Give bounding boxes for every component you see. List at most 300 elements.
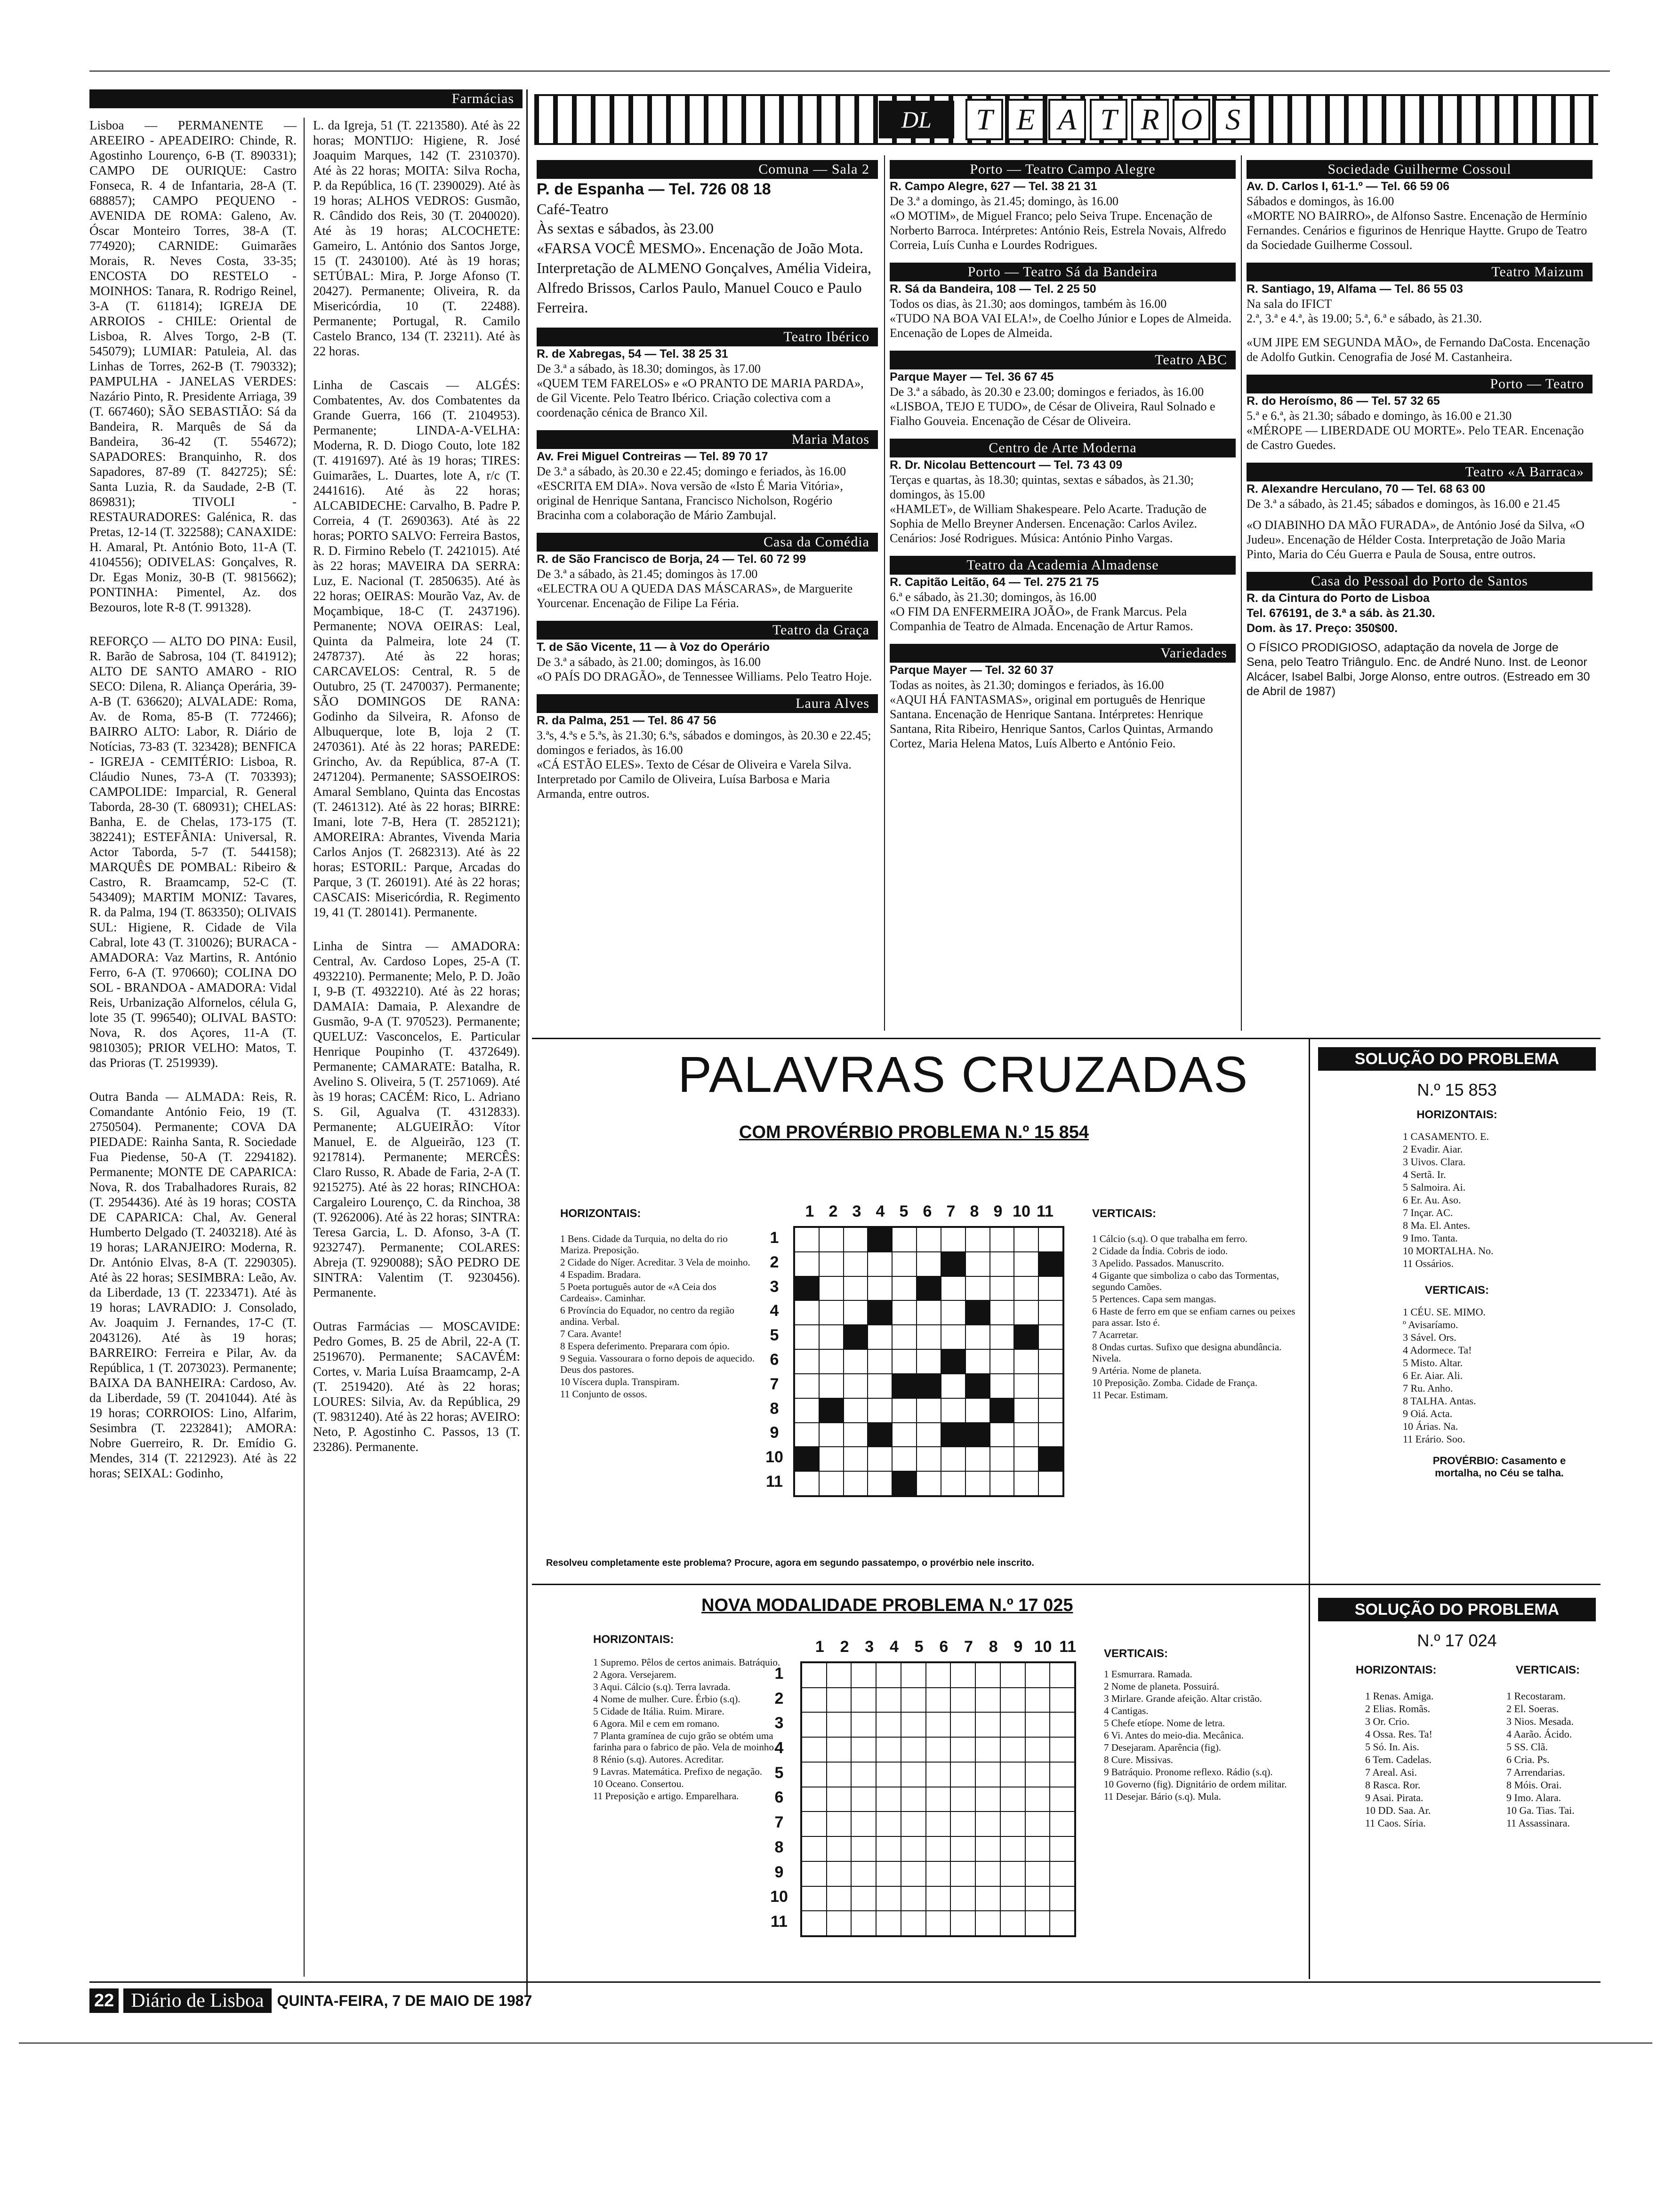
grid-cell[interactable] xyxy=(819,1423,844,1447)
grid-cell[interactable] xyxy=(950,1787,975,1812)
grid-cell[interactable] xyxy=(1025,1886,1050,1911)
theatre-show: «O MOTIM», de Miguel Franco; pelo Seiva Trupe. Encenação de Norberto Barroca. Intérpretes: António Reis, Estrela Novais, Alfredo Correia, Luís Cunha e Lourdes Rodrigues. xyxy=(890,209,1226,252)
grid-cell[interactable] xyxy=(990,1374,1014,1398)
grid-cell[interactable] xyxy=(1014,1374,1038,1398)
grid-cell[interactable] xyxy=(950,1712,975,1737)
grid-cell[interactable] xyxy=(950,1861,975,1886)
grid-cell[interactable] xyxy=(868,1252,892,1276)
solution-item: 6 Tem. Cadelas. xyxy=(1365,1754,1432,1765)
grid-cell[interactable] xyxy=(876,1663,901,1688)
grid-cell[interactable] xyxy=(868,1276,892,1301)
grid-cell[interactable] xyxy=(1014,1398,1038,1423)
grid-cell[interactable] xyxy=(926,1836,951,1861)
grid-cell[interactable] xyxy=(1050,1762,1075,1787)
grid-row-number: 11 xyxy=(771,1912,788,1931)
theatre-pessoal xyxy=(1247,572,1593,699)
grid-cell[interactable] xyxy=(1050,1787,1075,1812)
grid-cell[interactable] xyxy=(1038,1276,1063,1301)
theatre-show: «ESCRITA EM DIA». Nova versão de «Isto É Maria Vitória», original de Henrique Santana, Francisco Nicholson, Rogério Bracinha com a colaboração de Mário Zambujal. xyxy=(537,479,843,522)
theatre-header: Sociedade Guilherme Cossoul xyxy=(1247,160,1593,179)
grid-cell[interactable] xyxy=(802,1712,827,1737)
grid-cell[interactable] xyxy=(1038,1349,1063,1374)
grid-cell[interactable] xyxy=(802,1688,827,1713)
verticais-clues xyxy=(1104,1668,1302,1803)
grid-cell[interactable] xyxy=(795,1398,819,1423)
grid-cell[interactable] xyxy=(975,1737,1000,1762)
grid-cell[interactable] xyxy=(975,1836,1000,1861)
grid-cell[interactable] xyxy=(827,1811,852,1836)
grid-cell[interactable] xyxy=(844,1300,868,1325)
grid-cell[interactable] xyxy=(819,1447,844,1471)
grid-cell[interactable] xyxy=(901,1688,926,1713)
grid-cell[interactable] xyxy=(827,1911,852,1936)
grid-cell[interactable] xyxy=(851,1811,876,1836)
grid-cell[interactable] xyxy=(851,1886,876,1911)
grid-cell[interactable] xyxy=(844,1349,868,1374)
grid-cell[interactable] xyxy=(1050,1663,1075,1688)
grid-cell[interactable] xyxy=(901,1886,926,1911)
grid-cell[interactable] xyxy=(827,1688,852,1713)
solution-item: 3 Nios. Mesada. xyxy=(1506,1715,1574,1727)
grid-cell[interactable] xyxy=(1050,1688,1075,1713)
grid-cell[interactable] xyxy=(819,1349,844,1374)
grid-cell[interactable] xyxy=(802,1737,827,1762)
grid-cell[interactable] xyxy=(1038,1398,1063,1423)
grid-cell[interactable] xyxy=(901,1861,926,1886)
grid-cell[interactable] xyxy=(901,1737,926,1762)
clue-item: 10 Víscera dupla. Transpiram. xyxy=(560,1376,680,1387)
grid-cell[interactable] xyxy=(1025,1712,1050,1737)
grid-column-number: 3 xyxy=(865,1638,874,1656)
grid-cell[interactable] xyxy=(901,1811,926,1836)
grid-cell[interactable] xyxy=(950,1688,975,1713)
grid-cell[interactable] xyxy=(941,1325,965,1349)
grid-cell[interactable] xyxy=(819,1325,844,1349)
grid-cell[interactable] xyxy=(868,1398,892,1423)
grid-cell xyxy=(941,1423,965,1447)
grid-cell[interactable] xyxy=(917,1325,941,1349)
theatre-show: «TUDO NA BOA VAI ELA!», de Coelho Júnior e Lopes de Almeida. Encenação de Lopes de Almeida. xyxy=(890,312,1232,340)
grid-cell[interactable] xyxy=(926,1911,951,1936)
grid-cell[interactable] xyxy=(1050,1737,1075,1762)
grid-cell[interactable] xyxy=(892,1447,917,1471)
grid-cell[interactable] xyxy=(868,1349,892,1374)
grid-cell[interactable] xyxy=(917,1447,941,1471)
grid-cell[interactable] xyxy=(1000,1836,1025,1861)
solution-item: 2 El. Soeras. xyxy=(1506,1703,1559,1715)
crossword-top-rule xyxy=(532,1038,1601,1039)
solution-item: º Avisaríamo. xyxy=(1403,1319,1458,1330)
grid-cell[interactable] xyxy=(941,1300,965,1325)
grid-cell[interactable] xyxy=(1025,1836,1050,1861)
grid-cell[interactable] xyxy=(917,1471,941,1496)
grid-cell[interactable] xyxy=(917,1349,941,1374)
grid-cell[interactable] xyxy=(901,1663,926,1688)
theatre-show: «MORTE NO BAIRRO», de Alfonso Sastre. Encenação de Hermínio Fernandes. Cenários e figurinos de Henrique Haytte. Grupo de Teatro da Sociedade Guilherme Cossoul. xyxy=(1247,209,1587,252)
grid-cell[interactable] xyxy=(975,1762,1000,1787)
grid-cell[interactable] xyxy=(926,1762,951,1787)
grid-cell[interactable] xyxy=(851,1762,876,1787)
grid-cell[interactable] xyxy=(1000,1688,1025,1713)
grid-cell[interactable] xyxy=(1000,1811,1025,1836)
clue-item: 1 Esmurrara. Ramada. xyxy=(1104,1668,1192,1680)
solution-verticais-label: VERTICAIS: xyxy=(1516,1664,1580,1676)
grid-cell[interactable] xyxy=(819,1227,844,1252)
grid-cell[interactable] xyxy=(892,1398,917,1423)
grid-cell[interactable] xyxy=(941,1447,965,1471)
grid-cell[interactable] xyxy=(917,1423,941,1447)
grid-cell[interactable] xyxy=(941,1227,965,1252)
theatre-schedule: Sábados e domingos, às 16.00 xyxy=(1247,194,1394,208)
grid-cell[interactable] xyxy=(1038,1227,1063,1252)
grid-cell[interactable] xyxy=(868,1471,892,1496)
grid-cell[interactable] xyxy=(1014,1447,1038,1471)
grid-cell[interactable] xyxy=(1014,1227,1038,1252)
grid-cell[interactable] xyxy=(795,1227,819,1252)
grid-cell[interactable] xyxy=(795,1423,819,1447)
grid-row-number: 3 xyxy=(770,1277,779,1296)
grid-cell[interactable] xyxy=(802,1811,827,1836)
grid-cell[interactable] xyxy=(876,1836,901,1861)
grid-cell[interactable] xyxy=(876,1886,901,1911)
grid-cell[interactable] xyxy=(965,1252,990,1276)
grid-cell[interactable] xyxy=(975,1811,1000,1836)
theatre-show: «QUEM TEM FARELOS» e «O PRANTO DE MARIA PARDA», de Gil Vicente. Pelo Teatro Ibérico. Criação colectiva com a coordenação cénica de Branco Xil. xyxy=(537,377,864,419)
grid-row-number: 5 xyxy=(770,1326,779,1345)
grid-cell[interactable] xyxy=(827,1663,852,1688)
theatre-schedule: De 3.ª a sábado, às 20.30 e 23.00; domingos e feriados, às 16.00 xyxy=(890,385,1204,399)
grid-cell[interactable] xyxy=(819,1276,844,1301)
grid-cell[interactable] xyxy=(844,1276,868,1301)
grid-cell[interactable] xyxy=(876,1688,901,1713)
grid-cell[interactable] xyxy=(1038,1471,1063,1496)
grid-cell[interactable] xyxy=(795,1325,819,1349)
grid-cell[interactable] xyxy=(941,1276,965,1301)
grid-cell[interactable] xyxy=(851,1787,876,1812)
grid-cell[interactable] xyxy=(941,1471,965,1496)
grid-cell[interactable] xyxy=(1038,1423,1063,1447)
grid-cell[interactable] xyxy=(1014,1300,1038,1325)
grid-cell[interactable] xyxy=(1050,1836,1075,1861)
grid-cell[interactable] xyxy=(795,1471,819,1496)
grid-cell[interactable] xyxy=(851,1911,876,1936)
grid-cell[interactable] xyxy=(868,1447,892,1471)
clue-item: 9 Seguia. Vassourara o forno depois de aquecido. Deus dos pastores. xyxy=(560,1353,755,1375)
grid-cell[interactable] xyxy=(926,1861,951,1886)
theatre-porto-teatro xyxy=(1247,375,1593,452)
grid-cell[interactable] xyxy=(1000,1663,1025,1688)
grid-cell[interactable] xyxy=(844,1374,868,1398)
grid-cell[interactable] xyxy=(975,1911,1000,1936)
farmacias-header: Farmácias xyxy=(89,89,523,108)
theatre-schedule: De 3.ª a sábado, às 20.30 e 22.45; domingo e feriados, às 16.00 xyxy=(537,465,846,478)
grid-cell[interactable] xyxy=(1000,1886,1025,1911)
clue-item: 11 Pecar. Estimam. xyxy=(1092,1389,1168,1401)
grid-cell[interactable] xyxy=(851,1712,876,1737)
grid-cell[interactable] xyxy=(1025,1911,1050,1936)
theatre-header: Teatro da Graça xyxy=(537,621,878,640)
grid-cell[interactable] xyxy=(844,1447,868,1471)
grid-cell[interactable] xyxy=(1038,1374,1063,1398)
grid-cell[interactable] xyxy=(876,1762,901,1787)
grid-cell[interactable] xyxy=(1000,1762,1025,1787)
crossword-footer-note: Resolveu completamente este problema? Procure, agora em segundo passatempo, o provérbio nele inscrito. xyxy=(546,1558,1034,1568)
grid-cell[interactable] xyxy=(1000,1712,1025,1737)
grid-cell[interactable] xyxy=(844,1227,868,1252)
grid-cell[interactable] xyxy=(819,1252,844,1276)
grid-cell[interactable] xyxy=(926,1811,951,1836)
grid-cell[interactable] xyxy=(892,1423,917,1447)
grid-cell[interactable] xyxy=(802,1911,827,1936)
grid-cell[interactable] xyxy=(917,1227,941,1252)
grid-cell[interactable] xyxy=(802,1861,827,1886)
grid-column-number: 2 xyxy=(828,1202,838,1220)
theatre-schedule: De 3.ª a domingo, às 21.45; domingo, às 16.00 xyxy=(890,194,1118,208)
grid-cell[interactable] xyxy=(827,1712,852,1737)
grid-cell[interactable] xyxy=(876,1712,901,1737)
grid-cell[interactable] xyxy=(990,1300,1014,1325)
grid-cell[interactable] xyxy=(917,1398,941,1423)
grid-cell[interactable] xyxy=(795,1252,819,1276)
grid-cell[interactable] xyxy=(1025,1762,1050,1787)
grid-cell[interactable] xyxy=(950,1836,975,1861)
grid-cell[interactable] xyxy=(844,1398,868,1423)
nova-grid[interactable] xyxy=(800,1661,1076,1937)
grid-cell[interactable] xyxy=(950,1886,975,1911)
grid-cell[interactable] xyxy=(892,1252,917,1276)
clue-item: 9 Lavras. Matemática. Prefixo de negação. xyxy=(593,1766,763,1777)
grid-cell[interactable] xyxy=(965,1398,990,1423)
page-footer xyxy=(89,1988,532,2013)
grid-cell[interactable] xyxy=(901,1911,926,1936)
grid-cell[interactable] xyxy=(876,1811,901,1836)
grid-cell[interactable] xyxy=(802,1836,827,1861)
grid-column-number: 6 xyxy=(939,1638,949,1656)
grid-cell[interactable] xyxy=(975,1787,1000,1812)
grid-cell[interactable] xyxy=(965,1325,990,1349)
grid-cell[interactable] xyxy=(990,1325,1014,1349)
grid-cell[interactable] xyxy=(1025,1787,1050,1812)
grid-cell[interactable] xyxy=(819,1374,844,1398)
grid-cell[interactable] xyxy=(1025,1861,1050,1886)
grid-cell[interactable] xyxy=(901,1762,926,1787)
crossword-grid[interactable] xyxy=(793,1226,1064,1497)
grid-cell xyxy=(965,1423,990,1447)
grid-cell[interactable] xyxy=(990,1471,1014,1496)
grid-cell[interactable] xyxy=(1038,1325,1063,1349)
grid-cell[interactable] xyxy=(1050,1712,1075,1737)
grid-cell[interactable] xyxy=(901,1787,926,1812)
grid-cell[interactable] xyxy=(975,1663,1000,1688)
grid-cell[interactable] xyxy=(975,1886,1000,1911)
grid-row-number: 2 xyxy=(770,1253,779,1271)
theatre-schedule: Terças e quartas, às 18.30; quintas, sextas e sábados, às 21.30; domingos, às 15.00 xyxy=(890,473,1194,501)
grid-cell[interactable] xyxy=(876,1911,901,1936)
grid-cell[interactable] xyxy=(917,1252,941,1276)
grid-cell[interactable] xyxy=(1014,1252,1038,1276)
grid-cell[interactable] xyxy=(1000,1911,1025,1936)
grid-cell[interactable] xyxy=(1014,1471,1038,1496)
grid-cell[interactable] xyxy=(965,1227,990,1252)
grid-cell[interactable] xyxy=(926,1712,951,1737)
grid-cell[interactable] xyxy=(1025,1737,1050,1762)
grid-cell[interactable] xyxy=(950,1911,975,1936)
theatre-header: Casa do Pessoal do Porto de Santos xyxy=(1247,572,1593,591)
grid-cell[interactable] xyxy=(990,1227,1014,1252)
grid-cell[interactable] xyxy=(802,1787,827,1812)
grid-cell[interactable] xyxy=(950,1762,975,1787)
grid-cell xyxy=(844,1325,868,1349)
grid-cell[interactable] xyxy=(975,1712,1000,1737)
grid-cell[interactable] xyxy=(950,1737,975,1762)
grid-cell[interactable] xyxy=(876,1737,901,1762)
grid-cell[interactable] xyxy=(1025,1663,1050,1688)
theatre-header: Teatro ABC xyxy=(890,351,1236,369)
clue-item: 1 Supremo. Pêlos de certos animais. Batráquio. xyxy=(593,1657,780,1668)
farmacias-cascais: Linha de Cascais — ALGÉS: Combatentes, Av. dos Combatentes da Grande Guerra, 166 (T. 2104953). Permanente; LINDA-A-VELHA: Moderna, R. D. Diogo Couto, lote 182 (T. 4191697). Até às 19 horas; TIRES: Guimarães, L. Duartes, lote A, r/c (T. 2441616). Até às 22 horas; ALCABIDECHE: Carvalho, B. Padre P. Correia, 4 (T. 2690363). Até às 22 horas; PORTO SALVO: Ferreira Bastos, R. D. Firmino Rebelo (T. 2421015). Até às 22 horas; MAVEIRA DA SERRA: Luz, E. Nacional (T. 2850635). Até às 22 horas; OEIRAS: Mourão Vaz, Av. de Moçambique, 18-C (T. 2437196). Permanente; NOVA OEIRAS: Leal, Quinta da Palmeira, lote 24 (T. 2478737). Até às 22 horas; CARCAVELOS: Central, R. 5 de Outubro, 25 (T. 2470037). Permanente; SÃO DOMINGOS DE RANA: Godinho da Silveira, R. Afonso de Albuquerque, lote B, loja 2 (T. 2470361). Até às 22 horas; PAREDE: Grincho, Av. da República, 87-A (T. 2471204). Permanente; SASSOEIROS: Amaral Semblano, Quinta das Encostas (T. 2461312). Até às 22 horas; BIRRE: Imani, lote 7-B, Hera (T. 2852121); AMOREIRA: Abrantes, Vivenda Maria Carlos Anjos (T. 2682313). Até às 22 horas; ESTORIL: Parque, Arcadas do Parque, 3 (T. 260191). Até às 22 horas; CASCAIS: Misericórdia, R. Regimento 19, 41 (T. 280141). Permanente. xyxy=(313,378,520,919)
solution-item: 8 Ma. El. Antes. xyxy=(1403,1219,1470,1231)
grid-cell[interactable] xyxy=(827,1787,852,1812)
grid-cell[interactable] xyxy=(950,1811,975,1836)
grid-cell[interactable] xyxy=(851,1861,876,1886)
grid-cell[interactable] xyxy=(819,1300,844,1325)
grid-cell[interactable] xyxy=(965,1447,990,1471)
grid-cell[interactable] xyxy=(827,1737,852,1762)
crossword-subtitle: COM PROVÉRBIO PROBLEMA N.º 15 854 xyxy=(739,1122,1089,1142)
grid-cell[interactable] xyxy=(990,1276,1014,1301)
clue-item: 6 Agora. Mil e cem em romano. xyxy=(593,1718,720,1729)
teatros-letter-s: S xyxy=(1214,99,1252,140)
grid-cell[interactable] xyxy=(851,1836,876,1861)
theatre-schedule: Todos os dias, às 21.30; aos domingos, também às 16.00 xyxy=(890,297,1167,311)
grid-cell[interactable] xyxy=(950,1663,975,1688)
grid-cell[interactable] xyxy=(1038,1300,1063,1325)
grid-cell[interactable] xyxy=(1050,1886,1075,1911)
grid-cell[interactable] xyxy=(1000,1737,1025,1762)
grid-cell[interactable] xyxy=(892,1349,917,1374)
grid-cell[interactable] xyxy=(827,1861,852,1886)
grid-cell[interactable] xyxy=(868,1374,892,1398)
grid-cell[interactable] xyxy=(965,1349,990,1374)
grid-cell[interactable] xyxy=(926,1688,951,1713)
grid-cell[interactable] xyxy=(990,1423,1014,1447)
grid-cell[interactable] xyxy=(990,1252,1014,1276)
grid-cell[interactable] xyxy=(819,1471,844,1496)
grid-cell[interactable] xyxy=(795,1374,819,1398)
grid-cell[interactable] xyxy=(795,1300,819,1325)
clue-item: 7 Desejaram. Aparência (fig). xyxy=(1104,1742,1221,1753)
grid-cell[interactable] xyxy=(851,1663,876,1688)
clue-item: 3 Aqui. Cálcio (s.q). Terra lavrada. xyxy=(593,1681,731,1692)
grid-cell[interactable] xyxy=(941,1374,965,1398)
grid-column-number: 11 xyxy=(1037,1202,1054,1220)
grid-cell[interactable] xyxy=(990,1447,1014,1471)
grid-cell[interactable] xyxy=(975,1688,1000,1713)
solucao-2 xyxy=(1318,1598,1596,1829)
theatre-subtitle: Café-Teatro xyxy=(537,200,609,217)
solution-number: N.º 15 853 xyxy=(1417,1080,1497,1099)
grid-cell[interactable] xyxy=(844,1471,868,1496)
grid-cell[interactable] xyxy=(802,1886,827,1911)
grid-cell[interactable] xyxy=(926,1787,951,1812)
grid-cell[interactable] xyxy=(1050,1811,1075,1836)
top-rule xyxy=(89,71,1610,72)
theatre-sunday: Dom. às 17. Preço: 350$00. xyxy=(1247,622,1398,635)
grid-cell[interactable] xyxy=(1000,1787,1025,1812)
grid-cell[interactable] xyxy=(1050,1911,1075,1936)
theatre-header: Variedades xyxy=(890,644,1236,663)
grid-cell[interactable] xyxy=(892,1300,917,1325)
grid-cell[interactable] xyxy=(876,1861,901,1886)
theatre-schedule: De 3.ª a sábado, às 21.00; domingos, às 16.00 xyxy=(537,655,761,669)
clue-item: 10 Governo (fig). Dignitário de ordem militar. xyxy=(1104,1779,1287,1790)
solution-title: SOLUÇÃO DO PROBLEMA xyxy=(1318,1598,1596,1621)
grid-cell[interactable] xyxy=(901,1712,926,1737)
grid-cell[interactable] xyxy=(917,1300,941,1325)
solution-item: 5 Salmoira. Ai. xyxy=(1403,1181,1466,1193)
grid-cell[interactable] xyxy=(851,1688,876,1713)
grid-cell[interactable] xyxy=(1014,1276,1038,1301)
grid-column-number: 4 xyxy=(876,1202,885,1220)
grid-cell[interactable] xyxy=(965,1276,990,1301)
grid-cell[interactable] xyxy=(1050,1861,1075,1886)
grid-cell[interactable] xyxy=(827,1886,852,1911)
solution-number: N.º 17 024 xyxy=(1417,1631,1497,1650)
grid-row-number: 2 xyxy=(774,1689,784,1707)
solution-item: 9 Asai. Pirata. xyxy=(1365,1792,1424,1803)
grid-cell xyxy=(795,1447,819,1471)
grid-cell[interactable] xyxy=(1000,1861,1025,1886)
grid-cell[interactable] xyxy=(975,1861,1000,1886)
grid-cell[interactable] xyxy=(851,1737,876,1762)
grid-cell[interactable] xyxy=(868,1325,892,1349)
grid-cell[interactable] xyxy=(926,1886,951,1911)
grid-cell[interactable] xyxy=(892,1276,917,1301)
grid-cell[interactable] xyxy=(941,1398,965,1423)
grid-cell[interactable] xyxy=(795,1349,819,1374)
grid-cell[interactable] xyxy=(844,1423,868,1447)
grid-cell[interactable] xyxy=(965,1471,990,1496)
clue-item: 7 Acarretar. xyxy=(1092,1329,1138,1340)
solution-item: 3 Or. Crio. xyxy=(1365,1715,1410,1727)
grid-cell[interactable] xyxy=(1014,1423,1038,1447)
grid-cell[interactable] xyxy=(827,1836,852,1861)
grid-cell[interactable] xyxy=(901,1836,926,1861)
grid-cell[interactable] xyxy=(1014,1349,1038,1374)
theatre-schedule: Todas as noites, às 21.30; domingos e feriados, às 16.00 xyxy=(890,678,1164,692)
grid-cell[interactable] xyxy=(827,1762,852,1787)
grid-cell xyxy=(868,1423,892,1447)
grid-cell[interactable] xyxy=(1025,1688,1050,1713)
grid-cell[interactable] xyxy=(926,1663,951,1688)
theatre-academia xyxy=(890,556,1236,633)
grid-cell[interactable] xyxy=(844,1252,868,1276)
grid-cell[interactable] xyxy=(876,1787,901,1812)
clue-item: 7 Planta gramínea de cujo grão se obtém uma farinha para o fabrico de pão. Vela de moinho. xyxy=(593,1730,777,1753)
grid-cell[interactable] xyxy=(802,1663,827,1688)
grid-cell[interactable] xyxy=(926,1737,951,1762)
grid-cell[interactable] xyxy=(892,1325,917,1349)
grid-cell[interactable] xyxy=(802,1762,827,1787)
grid-cell[interactable] xyxy=(892,1227,917,1252)
crossword-right-rule xyxy=(1309,1038,1310,1979)
solution-item: 10 Árias. Na. xyxy=(1403,1420,1458,1432)
grid-cell[interactable] xyxy=(990,1349,1014,1374)
theatre-show: «O DIABINHO DA MÃO FURADA», de António José da Silva, «O Judeu». Encenação de Hélder Costa. Interpretação de João Maria Pinto, Maria do Céu Guerra e Paula de Sousa, entre outros. xyxy=(1247,518,1585,561)
theatre-header: Comuna — Sala 2 xyxy=(537,160,878,179)
grid-cell[interactable] xyxy=(1025,1811,1050,1836)
grid-row-number: 4 xyxy=(774,1739,784,1757)
